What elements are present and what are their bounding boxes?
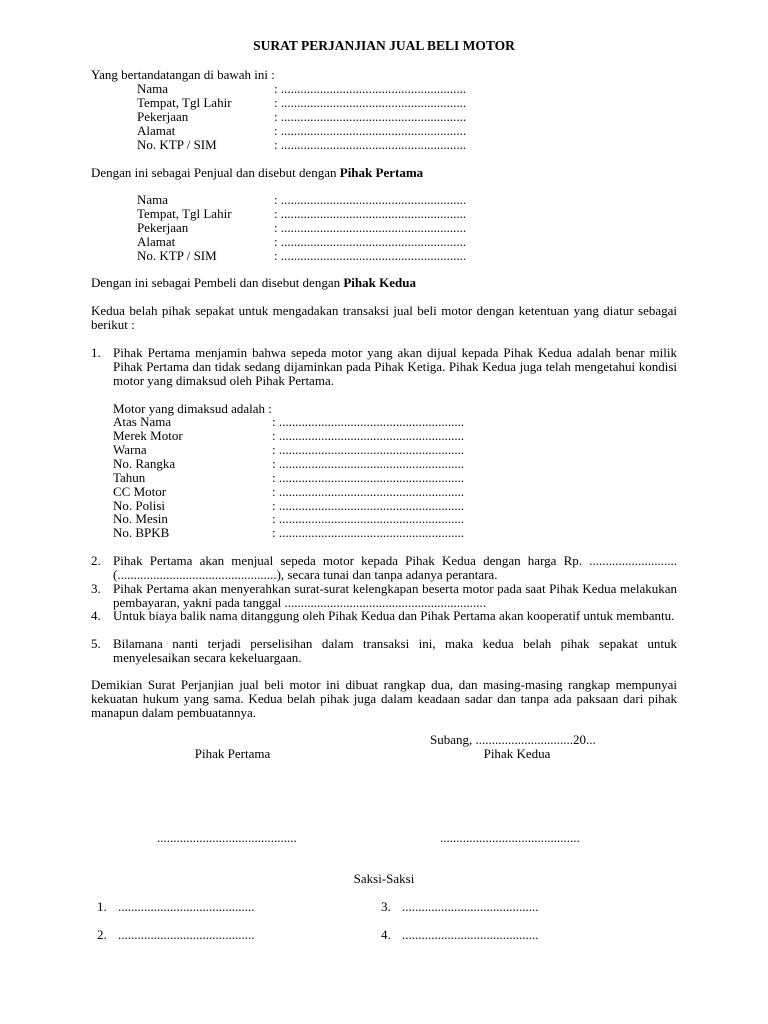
witness-4: [381, 928, 539, 942]
witness-2: [97, 928, 255, 942]
clause-number: 4.: [91, 608, 101, 623]
witness-number: 2.: [97, 927, 107, 942]
buyer-statement-text: Dengan ini sebagai Pembeli dan disebut dengan: [91, 275, 344, 290]
field-label: Pekerjaan: [137, 220, 189, 235]
witness-number: 1.: [97, 899, 107, 914]
witness-number: 3.: [381, 899, 391, 914]
clause-number: 3.: [91, 581, 101, 596]
field-label: No. BPKB: [113, 525, 170, 540]
field-label: Pekerjaan: [137, 109, 189, 124]
fill-in-line: : .........................................................: [272, 498, 465, 513]
field-label: No. Mesin: [113, 511, 168, 526]
fill-in-line: : .........................................................: [274, 234, 467, 249]
witness-number: 4.: [381, 927, 391, 942]
seller-statement: [91, 166, 423, 180]
closing-paragraph: Demikian Surat Perjanjian jual beli motor ini dibuat rangkap dua, dan masing-masing rangkap mempunyai kekuatan hukum yang sama. Kedua belah pihak juga dalam keadaan sadar dan tanpa ada paksaan dari pihak manapun dalam pembuatannya.: [91, 677, 677, 720]
agreement-intro: Kedua belah pihak sepakat untuk mengadakan transaksi jual beli motor dengan ketentuan yang diatur sebagai berikut :: [91, 303, 677, 332]
fill-in-line: : .........................................................: [272, 456, 465, 471]
fill-in-line: : .........................................................: [274, 81, 467, 96]
intro-text: Yang bertandatangan di bawah ini :: [91, 67, 275, 82]
fill-in-line: : .........................................................: [274, 95, 467, 110]
fill-in-line: : .........................................................: [272, 442, 465, 457]
document-title: SURAT PERJANJIAN JUAL BELI MOTOR: [253, 38, 515, 53]
fill-in-line: : .........................................................: [274, 123, 467, 138]
field-label: Atas Nama: [113, 414, 172, 429]
fill-in-line: : .........................................................: [272, 414, 465, 429]
field-label: Nama: [137, 81, 169, 96]
field-label: Warna: [113, 442, 147, 457]
field-label: No. KTP / SIM: [137, 248, 217, 263]
fill-in-line: : .........................................................: [272, 470, 465, 485]
clause-text: Pihak Pertama akan menyerahkan surat-surat kelengkapan beserta motor pada saat Pihak Kedua melakukan pembayaran, yakni pada tanggal ..............................................................: [113, 581, 677, 610]
field-label: Nama: [137, 192, 169, 207]
field-label: Merek Motor: [113, 428, 183, 443]
fill-in-line: : .........................................................: [274, 248, 467, 263]
witness-signature-line: ..........................................: [402, 899, 539, 914]
fill-in-line: : .........................................................: [272, 428, 465, 443]
clause-number: 5.: [91, 636, 101, 651]
field-label: No. Polisi: [113, 498, 166, 513]
field-label: No. Rangka: [113, 456, 176, 471]
witness-signature-line: ..........................................: [118, 899, 255, 914]
field-label: Tahun: [113, 470, 146, 485]
seller-party-name: Pihak Pertama: [339, 165, 424, 180]
fill-in-line: : .........................................................: [274, 137, 467, 152]
field-label: Alamat: [137, 123, 176, 138]
clause-number: 1.: [91, 345, 101, 360]
field-label: Tempat, Tgl Lahir: [137, 206, 232, 221]
witness-signature-line: ..........................................: [402, 927, 539, 942]
place-date: Subang, ..............................20...: [430, 732, 596, 747]
seller-statement-text: Dengan ini sebagai Penjual dan disebut dengan: [91, 165, 340, 180]
field-label: No. KTP / SIM: [137, 137, 217, 152]
clause-text: Untuk biaya balik nama ditanggung oleh Pihak Kedua dan Pihak Pertama akan kooperatif untuk membantu.: [113, 608, 675, 623]
field-label: Tempat, Tgl Lahir: [137, 95, 232, 110]
fill-in-line: : .........................................................: [272, 525, 465, 540]
buyer-party-name: Pihak Kedua: [343, 275, 416, 290]
clause-text: Bilamana nanti terjadi perselisihan dalam transaksi ini, maka kedua belah pihak sepakat untuk menyelesaikan secara kekeluargaan.: [113, 636, 677, 665]
buyer-statement: [91, 276, 416, 290]
fill-in-line: : .........................................................: [272, 511, 465, 526]
motor-intro: Motor yang dimaksud adalah :: [113, 401, 272, 416]
party-1-signature-line: ...........................................: [157, 830, 297, 845]
party-1-label: Pihak Pertama: [194, 746, 271, 761]
field-label: CC Motor: [113, 484, 167, 499]
witness-title: Saksi-Saksi: [353, 871, 415, 886]
clause-text: Pihak Pertama menjamin bahwa sepeda motor yang akan dijual kepada Pihak Kedua adalah benar milik Pihak Pertama dan tidak sedang dijaminkan pada Pihak Ketiga. Pihak Kedua juga telah mengetahui kondisi motor yang dimaksud oleh Pihak Pertama.: [113, 345, 677, 388]
fill-in-line: : .........................................................: [274, 220, 467, 235]
witness-1: [97, 900, 255, 914]
clause-number: 2.: [91, 553, 101, 568]
clause-text: Pihak Pertama akan menjual sepeda motor kepada Pihak Kedua dengan harga Rp. ........................... (.................................................), secara tunai dan tanpa adanya perantara.: [113, 553, 677, 582]
field-label: Alamat: [137, 234, 176, 249]
party-2-label: Pihak Kedua: [483, 746, 551, 761]
fill-in-line: : .........................................................: [272, 484, 465, 499]
fill-in-line: : .........................................................: [274, 109, 467, 124]
witness-signature-line: ..........................................: [118, 927, 255, 942]
fill-in-line: : .........................................................: [274, 192, 467, 207]
party-2-signature-line: ...........................................: [440, 830, 580, 845]
witness-3: [381, 900, 539, 914]
fill-in-line: : .........................................................: [274, 206, 467, 221]
